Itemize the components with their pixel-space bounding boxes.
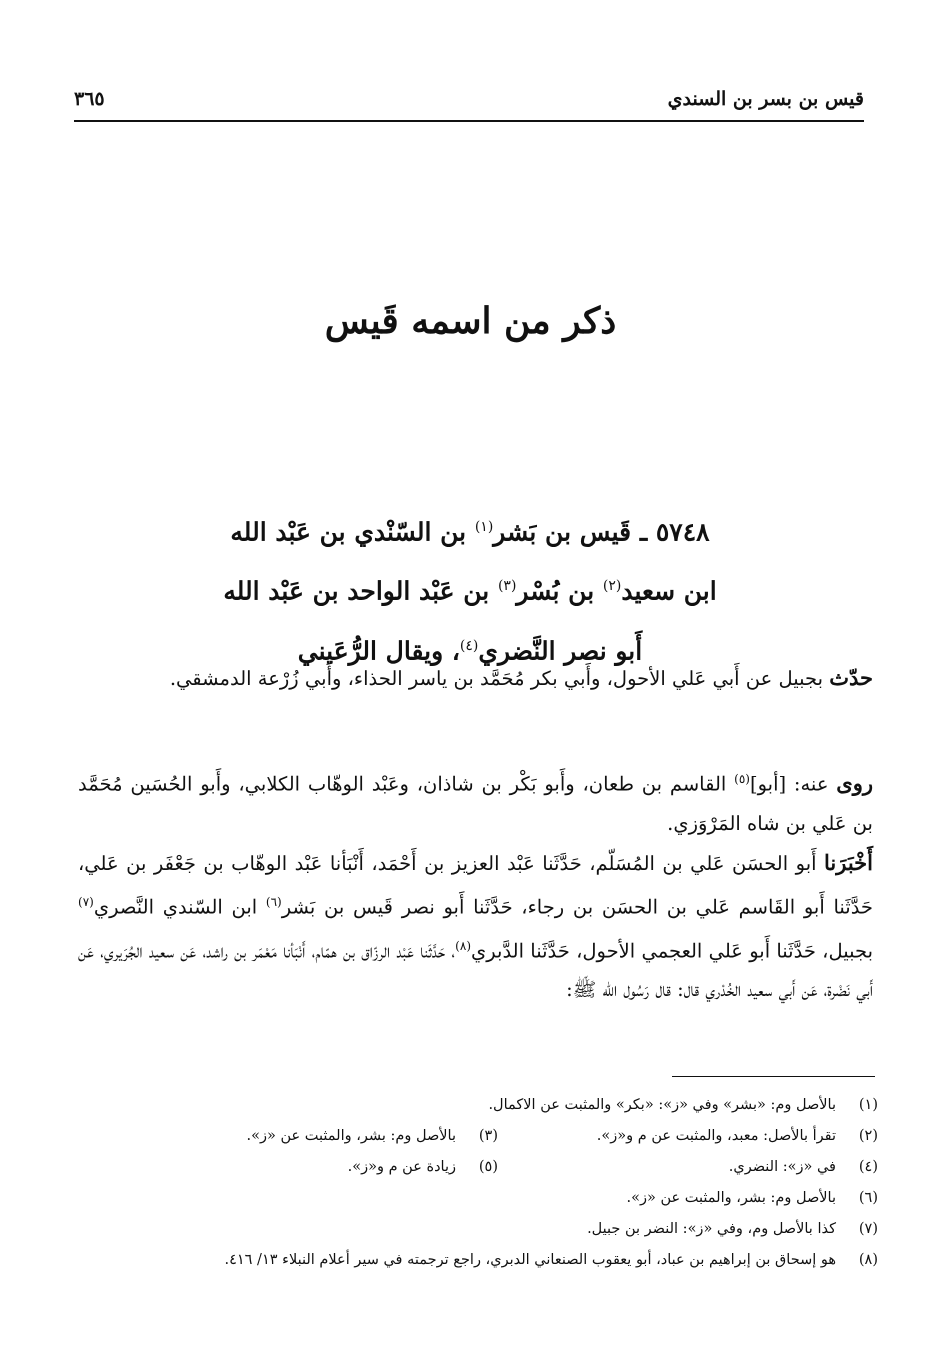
footnote-1: (١) بالأصل وم: «بشر» وفي «ز»: «بكر» والمثبت عن الاكمال. (488, 1097, 878, 1113)
footnote-5: (٥) زيادة عن م و«ز». (347, 1159, 498, 1175)
footnote-marker: (٧) (78, 895, 94, 909)
footnote-row (110, 1245, 878, 1276)
footnote-marker: (١) (474, 519, 494, 535)
keyword-haddath: حدّث (829, 665, 873, 690)
footnote-2: (٢) تقرأ بالأصل: معبد، والمثبت عن م و«ز». (596, 1128, 878, 1144)
entry-heading-line-3: أَبو نصر النَّضري$^{(٤)}$، ويقال الرُّعَيني (297, 635, 643, 665)
footnote-row (110, 1152, 878, 1183)
header-rule (74, 120, 864, 122)
running-header (74, 82, 864, 122)
footnotes (110, 1090, 878, 1276)
entry-heading-line-2: ابن سعيد$^{(٢)}$ بن بُسْر$^{(٣)}$ بن عَبْد الواحد بن عَبْد الله (223, 576, 717, 606)
footnote-marker: (٦) (265, 895, 282, 909)
keyword-rawa: روى (836, 770, 873, 796)
entry-heading-line-1: ٥٧٤٨ ـ قَيس بن بَشر$^{(١)}$ بن السّنْدي بن عَبْد الله (230, 517, 710, 547)
footnote-7: (٧) كذا بالأصل وم، وفي «ز»: النضر بن جبيل. (587, 1221, 878, 1237)
paragraph-isnad: أَخْبَرَنا أَبو الحسَن عَلي بن المُسَلّم، حَدَّثَنا عَبْد العزيز بن أَحْمَد، أَنْبَأنا عَبْد الوهّاب بن جَعْفَر بن عَلي، حَدَّثَنا أَبو القَاسم عَلي بن الحسَن بن رجاء، حَدَّثَنا أَبو نصر قَيس بن بَشر$^{(٦)}$ ابن السّندي النَّصري$^{(٧)}$ بجبيل، حَدَّثَنا أَبو عَلي العجمي الأحول، حَدَّثَنا الدَّبري$^{(٨)}$، حَدَّثَنا عَبْد الرزّاق بن همّام، أَنْبَأنا مَعْمَر بن راشد، عَن سعيد الجُرَيري، عَن أَبي نَضْرة، عَن أَبي سعيد الخُدْري قال: قال رَسُول الله ﷺ: (78, 850, 873, 1001)
footnote-marker: (٢) (602, 578, 622, 595)
footnote-row (110, 1090, 878, 1121)
paragraph-narrated: حدّث بجبيل عن أَبي عَلي الأحول، وأَبي بكر مُحَمَّد بن ياسر الحذاء، وأَبي زُرْعة الدمشقي. (169, 665, 873, 690)
keyword-akhbarana: أَخْبَرَنا (824, 850, 873, 875)
footnote-row (110, 1183, 878, 1214)
footnote-row (110, 1214, 878, 1245)
footnote-marker: (٥) (734, 772, 750, 786)
footnote-rule (672, 1076, 875, 1077)
footnote-3: (٣) بالأصل وم: بشر، والمثبت عن «ز». (246, 1128, 498, 1144)
footnote-8: (٨) هو إسحاق بن إبراهيم بن عباد، أبو يعقوب الصنعاني الدبري، راجع ترجمته في سير أعلام النبلاء ١٣/ ٤١٦. (224, 1252, 878, 1268)
footnote-marker: (٨) (455, 938, 471, 953)
page-number: ٣٦٥ (74, 88, 105, 110)
section-title: ذكر من اسمه قَيس (324, 300, 617, 342)
footnote-marker: (٣) (497, 578, 517, 595)
footnote-marker: (٤) (459, 637, 479, 654)
footnote-4: (٤) في «ز»: النضري. (728, 1159, 878, 1175)
paragraph-narrators: روى عنه: [أبو]$^{(٥)}$ القاسم بن طعان، وأَبو بَكْر بن شاذان، وعَبْد الوهّاب الكلابي، وأَبو الحُسَين مُحَمَّد بن عَلي بن شاه المَرْوَزي. (78, 770, 873, 835)
footnote-6: (٦) بالأصل وم: بشر، والمثبت عن «ز». (626, 1190, 878, 1206)
entry-heading (60, 500, 880, 678)
running-title: قيس بن بسر بن السندي (667, 88, 864, 110)
footnote-row (110, 1121, 878, 1152)
